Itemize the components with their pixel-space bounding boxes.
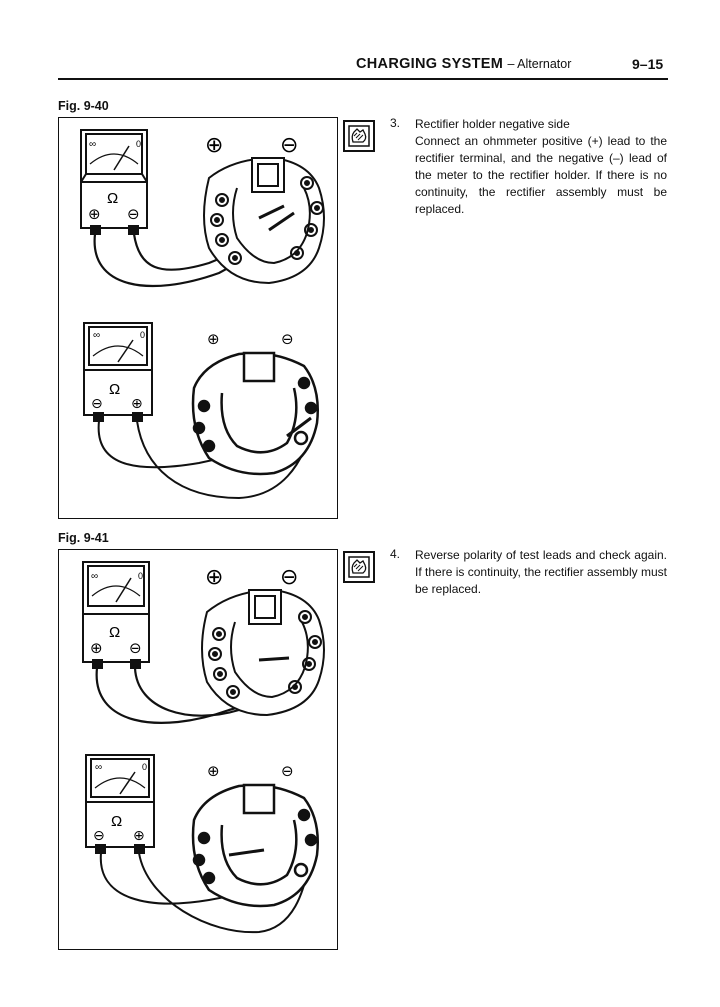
zero-mark-3: 0 (138, 571, 144, 581)
zero-mark: 0 (136, 139, 142, 149)
figure-9-41 (58, 549, 338, 950)
minus-terminal-2: ⊖ (91, 396, 103, 412)
ohm-symbol: Ω (107, 190, 119, 207)
step-3-body: Connect an ohmmeter positive (+) lead to the rectifier terminal, and the negative (–) lead of the meter to the rectifier holder. If there is no continuity, the rectifier assembly must be replaced. (415, 134, 667, 216)
page-number: 9–15 (632, 56, 664, 72)
minus-terminal: ⊖ (127, 205, 140, 223)
rectifier-holder-top-2 (202, 590, 324, 715)
infinity-mark-3: ∞ (91, 571, 99, 582)
polarity-plus-icon-4: ⊕ (207, 762, 220, 780)
plus-terminal-2: ⊕ (131, 396, 143, 412)
step-3-text (415, 116, 667, 218)
infinity-mark-4: ∞ (95, 762, 103, 773)
step-number-4: 4. (390, 547, 401, 561)
figure-9-40 (58, 117, 338, 519)
zero-mark-4: 0 (142, 762, 148, 772)
step-4-text (415, 547, 667, 598)
header-rule (58, 78, 668, 80)
section-name: CHARGING SYSTEM (356, 56, 504, 72)
minus-terminal-4: ⊖ (93, 828, 105, 844)
step-number-3: 3. (390, 116, 401, 130)
rectifier-holder-top (204, 158, 324, 283)
figure-9-41-drawing (59, 550, 337, 949)
step-4-body: Reverse polarity of test leads and check again. If there is continuity, the rectifier assembly must be replaced. (415, 548, 667, 596)
ohm-symbol-4: Ω (111, 813, 123, 830)
plus-terminal-4: ⊕ (133, 828, 145, 844)
minus-terminal-3: ⊖ (129, 639, 142, 657)
service-manual-hand-icon-2 (343, 551, 375, 583)
polarity-minus-icon-2: ⊖ (281, 330, 294, 348)
section-title (356, 56, 571, 72)
polarity-minus-icon-4: ⊖ (281, 762, 294, 780)
polarity-plus-icon-2: ⊕ (207, 330, 220, 348)
infinity-mark: ∞ (89, 139, 97, 150)
polarity-plus-icon-3: ⊕ (205, 565, 224, 590)
plus-terminal-3: ⊕ (90, 639, 103, 657)
step-3-title: Rectifier holder negative side (415, 117, 570, 131)
ohm-symbol-2: Ω (109, 381, 121, 398)
polarity-minus-icon-3: ⊖ (280, 565, 299, 590)
ohm-symbol-3: Ω (109, 624, 121, 641)
polarity-minus-icon: ⊖ (280, 133, 299, 158)
infinity-mark-2: ∞ (93, 330, 101, 341)
figure-label-2: Fig. 9-41 (58, 531, 109, 545)
rectifier-holder-bottom (193, 353, 318, 474)
rectifier-holder-bottom-2 (193, 785, 318, 906)
figure-label: Fig. 9-40 (58, 99, 109, 113)
subsection-name: – Alternator (507, 57, 572, 71)
figure-9-40-drawing (59, 118, 337, 518)
polarity-plus-icon: ⊕ (205, 133, 224, 158)
service-manual-hand-icon (343, 120, 375, 152)
zero-mark-2: 0 (140, 330, 146, 340)
plus-terminal: ⊕ (88, 205, 101, 223)
